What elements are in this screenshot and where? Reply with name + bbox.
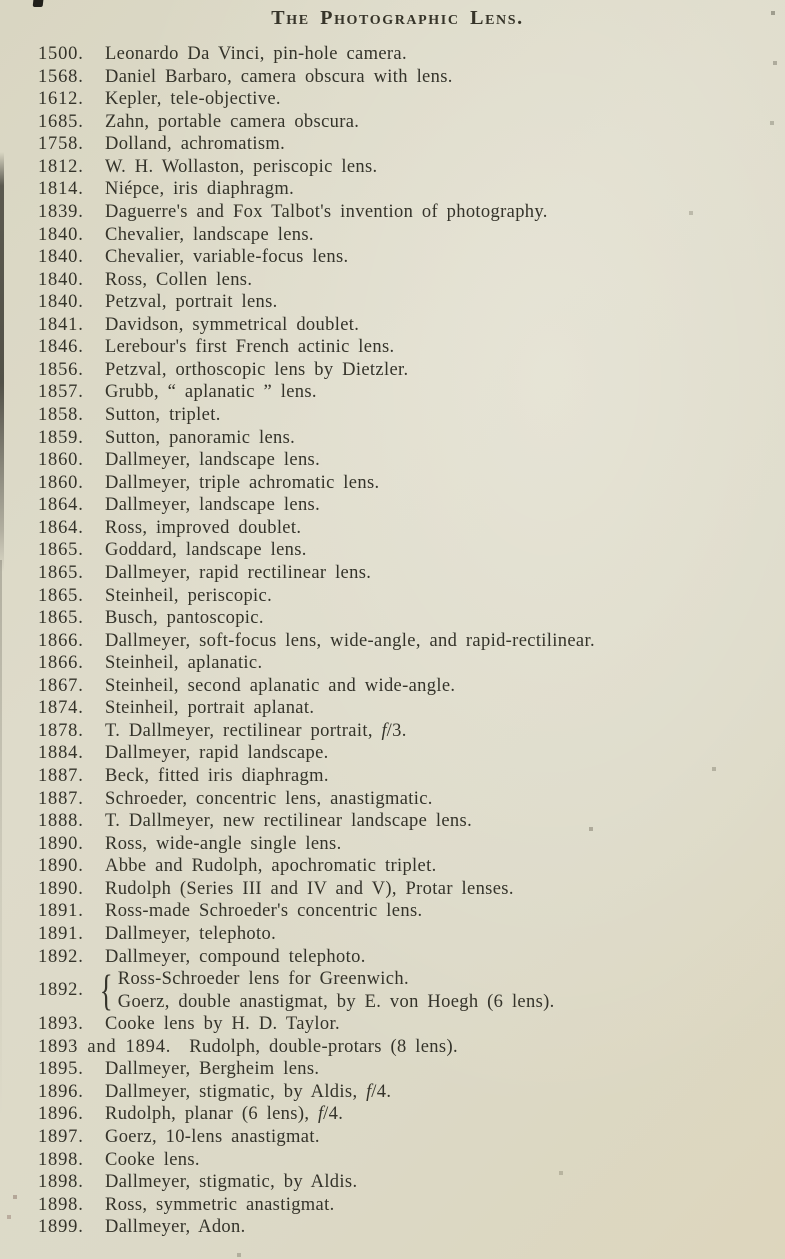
entry-description: Rudolph, planar (6 lens), f/4.: [105, 1104, 344, 1125]
entry-year: 1890.: [38, 833, 84, 854]
entry-year: 1860.: [38, 472, 84, 493]
entry-year: 1814.: [38, 179, 84, 200]
timeline-entry: [38, 878, 757, 901]
entry-year: 1892.: [38, 946, 84, 967]
timeline-entry: [38, 675, 757, 698]
entry-description: Chevalier, variable-focus lens.: [105, 247, 349, 268]
entry-description: Ross-made Schroeder's concentric lens.: [105, 901, 423, 922]
entry-year: 1841.: [38, 314, 84, 335]
entry-year: 1865.: [38, 585, 84, 606]
scan-artifact-specks: [0, 0, 2, 2]
entry-description: Beck, fitted iris diaphragm.: [105, 766, 329, 786]
timeline-entry: [38, 66, 757, 89]
timeline-entry: [38, 1081, 757, 1104]
entry-description: Steinheil, periscopic.: [105, 585, 273, 606]
entry-description: Ross, Collen lens.: [105, 269, 253, 290]
entry-description: Dallmeyer, compound telephoto.: [105, 946, 366, 967]
timeline-entry: [38, 111, 757, 134]
entry-description: Dolland, achromatism.: [105, 134, 286, 155]
entry-description: Dallmeyer, stigmatic, by Aldis, f/4.: [105, 1081, 392, 1102]
entry-description: Dallmeyer, landscape lens.: [105, 450, 321, 471]
entry-year: 1839.: [38, 201, 84, 222]
entry-description: Davidson, symmetrical doublet.: [105, 314, 360, 335]
timeline-entry: [38, 1036, 757, 1059]
timeline-entry: [38, 720, 757, 743]
entry-year: 1896.: [38, 1104, 84, 1125]
timeline-entry: [38, 539, 757, 562]
entry-description: Ross-Schroeder lens for Greenwich.: [117, 969, 409, 990]
timeline-entry: [38, 833, 757, 856]
entry-description: W. H. Wollaston, periscopic lens.: [105, 156, 378, 177]
entry-description: Dallmeyer, rapid rectilinear lens.: [105, 562, 372, 583]
entry-description: Dallmeyer, Bergheim lens.: [105, 1059, 320, 1080]
entry-year: 1840.: [38, 292, 84, 313]
entry-description: Dallmeyer, triple achromatic lens.: [105, 472, 380, 493]
entry-description: Zahn, portable camera obscura.: [105, 111, 360, 132]
timeline-entry: [38, 742, 757, 765]
entry-year: 1893 and 1894.: [38, 1036, 172, 1057]
entry-year: 1840.: [38, 247, 84, 268]
entry-year: 1864.: [38, 517, 84, 538]
entry-year: 1884.: [38, 743, 84, 764]
timeline-entry: [38, 607, 757, 630]
entry-description: Dallmeyer, soft-focus lens, wide-angle, and rapid-rectilinear.: [105, 630, 595, 651]
entry-description: T. Dallmeyer, new rectilinear landscape lens.: [105, 811, 473, 832]
scan-artifact-left-edge-shadow: [0, 152, 4, 572]
timeline-entry: [38, 404, 757, 427]
entry-description: Goddard, landscape lens.: [105, 540, 307, 561]
entry-year: 1895.: [38, 1059, 84, 1080]
entry-year: 1887.: [38, 766, 84, 786]
timeline-entry-braced: [38, 968, 757, 1013]
entry-description: Grubb, “ aplanatic ” lens.: [105, 382, 317, 403]
timeline-entry: [38, 697, 757, 720]
timeline-entry: [38, 133, 757, 156]
entry-description: Dallmeyer, stigmatic, by Aldis.: [105, 1172, 358, 1193]
entry-description: Sutton, panoramic lens.: [105, 427, 296, 448]
timeline-entry: [38, 178, 757, 201]
entry-year: 1758.: [38, 134, 84, 155]
entry-year: 1891.: [38, 901, 84, 922]
entry-year: 1840.: [38, 224, 84, 245]
timeline-entry: [38, 652, 757, 675]
entry-year: 1899.: [38, 1217, 84, 1238]
entry-year: 1840.: [38, 269, 84, 290]
entry-year: 1890.: [38, 878, 84, 899]
entry-year: 1891.: [38, 923, 84, 944]
entry-description: Rudolph, double-protars (8 lens).: [189, 1036, 458, 1057]
timeline-entry: [38, 900, 757, 923]
entry-year: 1857.: [38, 382, 84, 403]
entry-description: Steinheil, second aplanatic and wide-angle.: [105, 675, 456, 696]
timeline-entry: [38, 269, 757, 292]
entry-year: 1860.: [38, 450, 84, 471]
entry-description: Rudolph (Series III and IV and V), Protar lenses.: [105, 878, 514, 899]
entry-year: 1896.: [38, 1081, 84, 1102]
entry-description: Dallmeyer, telephoto.: [105, 923, 277, 944]
entry-year: 1874.: [38, 698, 84, 719]
entry-year: 1878.: [38, 720, 84, 741]
entry-year: 1685.: [38, 111, 84, 132]
entry-description: T. Dallmeyer, rectilinear portrait, f/3.: [105, 720, 407, 741]
entry-year: 1866.: [38, 630, 84, 651]
entry-year: 1888.: [38, 811, 84, 832]
entry-description: Niépce, iris diaphragm.: [105, 179, 295, 200]
entry-description: Dallmeyer, rapid landscape.: [105, 743, 329, 764]
timeline-entry: [38, 156, 757, 179]
timeline-entry: [38, 1103, 757, 1126]
timeline-entry: [38, 810, 757, 833]
entry-year: 1887.: [38, 788, 84, 809]
timeline-entry: [38, 946, 757, 969]
entry-description: Daniel Barbaro, camera obscura with lens.: [105, 66, 453, 87]
entry-year: 1893.: [38, 1014, 84, 1035]
entry-description: Daguerre's and Fox Talbot's invention of photography.: [105, 201, 548, 222]
entry-year: 1856.: [38, 359, 84, 380]
scan-artifact-top-mark: [33, 0, 44, 7]
entry-year: 1846.: [38, 337, 84, 358]
entry-description: Cooke lens.: [105, 1149, 200, 1170]
timeline-entry: [38, 923, 757, 946]
timeline-entry: [38, 1149, 757, 1172]
scan-artifact-left-edge-shadow-lower: [0, 560, 2, 1120]
entry-year: 1568.: [38, 66, 84, 87]
timeline-entry: [38, 630, 757, 653]
timeline-entry: [38, 1171, 757, 1194]
timeline-entry: [38, 855, 757, 878]
entry-description: Lerebour's first French actinic lens.: [105, 337, 395, 358]
entry-description: Cooke lens by H. D. Taylor.: [105, 1014, 340, 1035]
timeline-entry: [38, 291, 757, 314]
entry-description: Ross, improved doublet.: [105, 517, 302, 538]
entry-description: Sutton, triplet.: [105, 405, 221, 425]
entry-year: 1898.: [38, 1149, 84, 1170]
timeline-entry: [38, 201, 757, 224]
entry-year: 1865.: [38, 540, 84, 561]
entry-description: Abbe and Rudolph, apochromatic triplet.: [105, 856, 437, 877]
timeline-entry: [38, 494, 757, 517]
timeline-entry: [38, 88, 757, 111]
timeline-entry: [38, 43, 757, 66]
entry-year: 1812.: [38, 156, 84, 177]
timeline-entry-list: [38, 43, 757, 1239]
entry-year: 1858.: [38, 405, 84, 425]
entry-description: Steinheil, aplanatic.: [105, 653, 263, 674]
entry-year: 1864.: [38, 495, 84, 516]
entry-year: 1866.: [38, 653, 84, 674]
entry-description: Dallmeyer, Adon.: [105, 1217, 246, 1238]
entry-year: 1892.: [38, 980, 84, 1001]
timeline-entry: [38, 562, 757, 585]
timeline-entry: [38, 472, 757, 495]
timeline-entry: [38, 1058, 757, 1081]
timeline-entry: [38, 246, 757, 269]
entry-descriptions: [118, 968, 555, 1013]
entry-year: 1865.: [38, 608, 84, 629]
entry-year: 1500.: [38, 44, 84, 64]
entry-description: Chevalier, landscape lens.: [105, 224, 314, 245]
timeline-entry: [38, 1126, 757, 1149]
entry-year: 1890.: [38, 856, 84, 877]
entry-year: 1898.: [38, 1194, 84, 1215]
entry-year: 1859.: [38, 427, 84, 448]
entry-description: Petzval, orthoscopic lens by Dietzler.: [105, 359, 409, 380]
timeline-entry: [38, 224, 757, 247]
entry-year: 1897.: [38, 1127, 84, 1147]
timeline-entry: [38, 1194, 757, 1217]
timeline-entry: [38, 314, 757, 337]
entry-description: Steinheil, portrait aplanat.: [105, 698, 315, 719]
entry-year: 1865.: [38, 562, 84, 583]
entry-description: Dallmeyer, landscape lens.: [105, 495, 321, 516]
timeline-entry: [38, 1013, 757, 1036]
timeline-entry: [38, 1216, 757, 1239]
entry-description: Goerz, 10-lens anastigmat.: [105, 1127, 320, 1147]
timeline-entry: [38, 449, 757, 472]
timeline-entry: [38, 381, 757, 404]
entry-description: Busch, pantoscopic.: [105, 608, 264, 629]
brace-glyph: {: [99, 966, 114, 1015]
entry-description: Ross, symmetric anastigmat.: [105, 1194, 335, 1215]
entry-description: Kepler, tele-objective.: [105, 89, 281, 110]
entry-description: Leonardo Da Vinci, pin-hole camera.: [105, 44, 407, 64]
timeline-entry: [38, 585, 757, 608]
timeline-entry: [38, 765, 757, 788]
page-title: The Photographic Lens.: [271, 7, 524, 29]
entry-description: Schroeder, concentric lens, anastigmatic.: [105, 788, 433, 809]
entry-year: 1898.: [38, 1172, 84, 1193]
timeline-entry: [38, 788, 757, 811]
entry-description: Petzval, portrait lens.: [105, 292, 278, 313]
timeline-entry: [38, 359, 757, 382]
entry-year: 1612.: [38, 89, 84, 110]
entry-year: 1867.: [38, 675, 84, 696]
entry-description: Goerz, double anastigmat, by E. von Hoegh (6 lens).: [117, 991, 555, 1012]
timeline-entry: [38, 336, 757, 359]
timeline-entry: [38, 427, 757, 450]
timeline-entry: [38, 517, 757, 540]
entry-description: Ross, wide-angle single lens.: [105, 833, 342, 854]
